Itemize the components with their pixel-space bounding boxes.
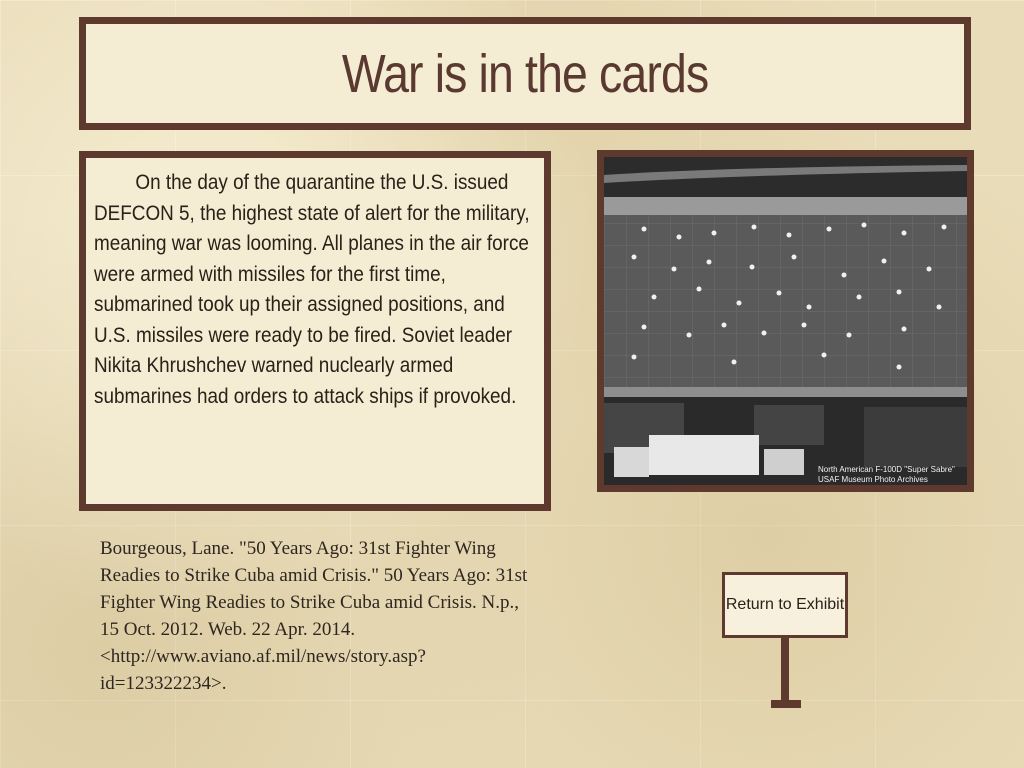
body-paragraph: On the day of the quarantine the U.S. issued DEFCON 5, the highest state of alert for the military, meaning war was looming. All planes in the air force were armed with missiles for the first time, submarined took up their assigned positions, and U.S. missiles were ready to be fired. Soviet leader Nikita Khrushchev warned nuclearly armed submarines had orders to attack ships if provoked. [94,171,530,408]
sign-base [771,700,801,708]
photo-caption-2: USAF Museum Photo Archives [818,475,928,484]
citation-text: Bourgeous, Lane. "50 Years Ago: 31st Fighter Wing Readies to Strike Cuba amid Crisis." 50 Years Ago: 31st Fighter Wing Readies to Strike Cuba amid Crisis. N.p., 15 Oct. 2012. Web. 22 Apr. 2014. <http://www.aviano.af.mil/news/story.asp?id=123322234>. [100,538,528,694]
photo-caption-1: North American F-100D "Super Sabre" [818,465,955,474]
title-panel [79,17,971,130]
body-panel [79,151,551,511]
return-to-exhibit-button[interactable]: Return to Exhibit [722,572,848,638]
photo-panel [597,150,974,492]
sign-post [781,638,789,704]
airfield-photo [604,157,967,485]
slide-title: War is in the cards [341,43,709,104]
